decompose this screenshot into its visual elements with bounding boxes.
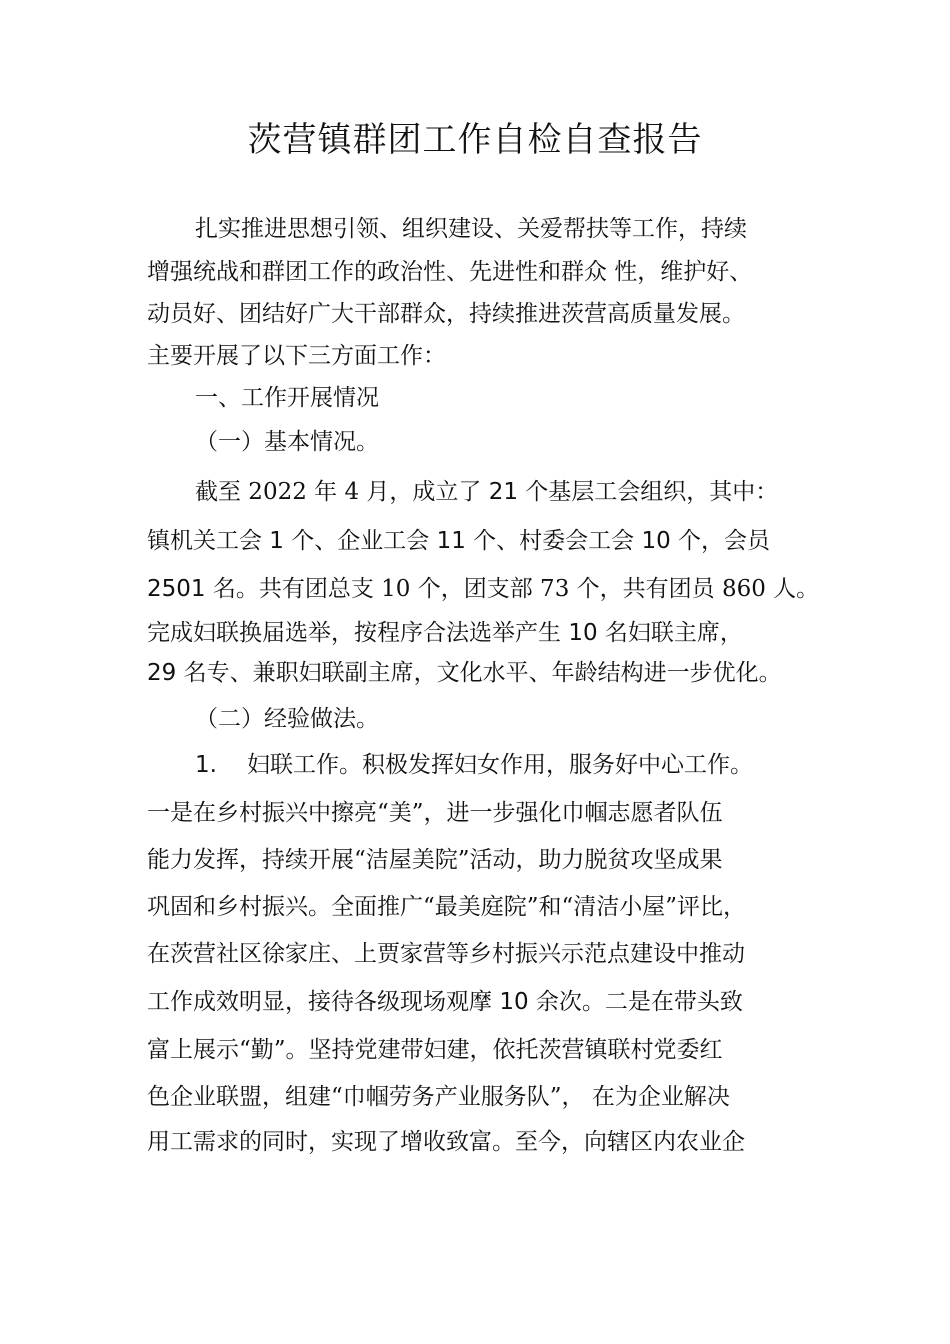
basic-line-1-date: 截至 2022 年 4 月，	[195, 479, 413, 505]
item-1-line-6-a: 工作成效明显，接待各级现场观摩	[147, 989, 500, 1015]
item-1-line-4: 巩固和乡村振兴。全面推广“最美庭院”和“清洁小屋”评比，	[147, 894, 747, 920]
basic-line-4-b: 名妇联主席，	[597, 620, 743, 646]
basic-line-4	[147, 616, 743, 650]
basic-line-5	[147, 656, 782, 690]
basic-line-1	[195, 475, 778, 509]
section-heading-1: 一、工作开展情况	[195, 385, 379, 411]
basic-line-3	[147, 572, 819, 606]
basic-line-1-rest: 成立了 21 个基层工会组织，其中：	[412, 479, 779, 505]
subsection-heading-basic: （一）基本情况。	[195, 429, 379, 455]
basic-line-2: 镇机关工会 1 个、企业工会 11 个、村委会工会 10 个，会员	[147, 528, 771, 554]
item-1-line-2: 一是在乡村振兴中擦亮“美”，进一步强化巾帼志愿者队伍	[147, 800, 723, 826]
subsection-heading-experience: （二）经验做法。	[195, 706, 379, 732]
intro-line-2: 增强统战和群团工作的政治性、先进性和群众 性，维护好、	[147, 259, 753, 285]
item-1-heading: 妇联工作。积极发挥妇女作用，服务好中心工作。	[246, 752, 753, 778]
basic-line-3-members: 2501 名。	[147, 576, 259, 602]
item-1-line-8: 色企业联盟，组建“巾帼劳务产业服务队”， 在为企业解决	[147, 1084, 730, 1110]
basic-line-4-num: 10	[568, 620, 598, 646]
item-1-line-7: 富上展示“勤”。坚持党建带妇建，依托茨营镇联村党委红	[147, 1037, 723, 1063]
item-1-line-6	[147, 985, 743, 1019]
item-1-line-6-b: 余次。二是在带头致	[528, 989, 743, 1015]
document-title: 茨营镇群团工作自检自查报告	[247, 120, 703, 160]
intro-line-4: 主要开展了以下三方面工作：	[147, 343, 446, 369]
item-1-line-9: 用工需求的同时，实现了增收致富。至今，向辖区内农业企	[147, 1129, 745, 1155]
basic-line-5-rest: 名专、兼职妇联副主席，文化水平、年龄结构进一步优化。	[176, 660, 782, 686]
item-1-line-3: 能力发挥，持续开展“洁屋美院”活动，助力脱贫攻坚成果	[147, 847, 723, 873]
item-1-line-1	[195, 748, 753, 782]
intro-line-1: 扎实推进思想引领、组织建设、关爱帮扶等工作，持续	[195, 216, 747, 242]
basic-line-5-num: 29	[147, 660, 177, 686]
basic-line-3-rest: 共有团总支 10 个，团支部 73 个，共有团员 860 人。	[258, 576, 820, 602]
item-1-number: 1.	[195, 752, 217, 778]
item-1-line-6-num: 10	[499, 989, 529, 1015]
intro-line-3: 动员好、团结好广大干部群众，持续推进茨营高质量发展。	[147, 301, 745, 327]
basic-line-4-a: 完成妇联换届选举，按程序合法选举产生	[147, 620, 569, 646]
item-1-line-5: 在茨营社区徐家庄、上贾家营等乡村振兴示范点建设中推动	[147, 941, 745, 967]
